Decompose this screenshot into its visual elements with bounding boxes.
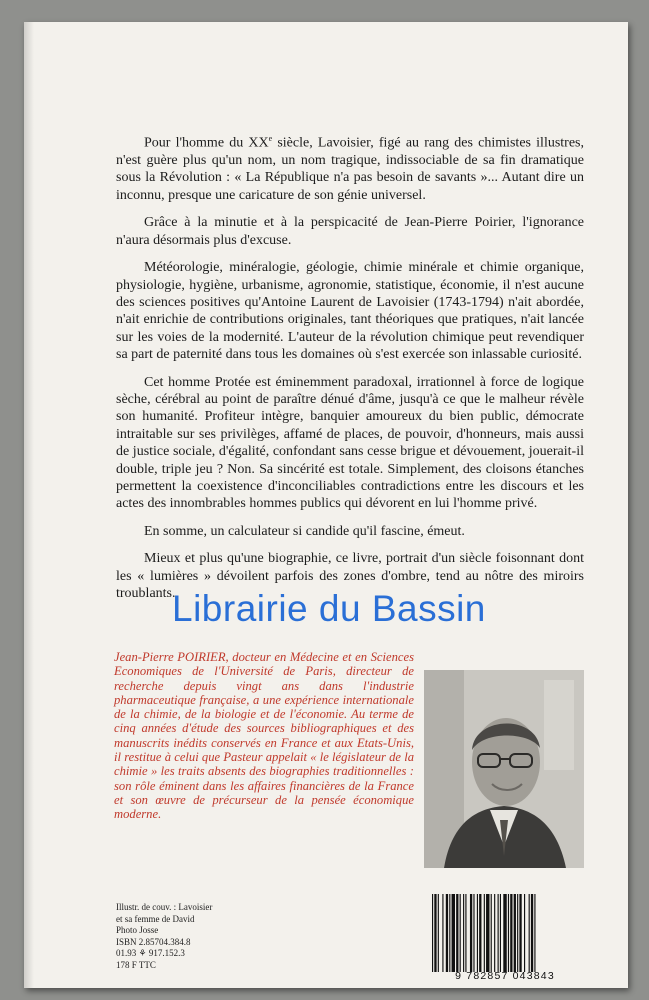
blurb-paragraph-4: Cet homme Protée est éminemment paradoxal, irrationnel à force de logique sèche, cérébral au point de paraître dénué d'âme, jusqu'à ce que le malheur révèle son humanité. Profiteur intègre, banquier amoureux du bien public, démocrate intraitable sur ses privilèges, affamé de places, de pouvoir, d'honneurs, mais aussi de justice sociale, d'égalité, confondant sans cesse brigue et dévouement, jouerait-il double, triple jeu ? Non. Sa sincérité est totale. Simplement, des cloisons étanches permettent la coexistence d'inconciliables contradictions entre les discours et les actes des innombrables hommes publics qui dévorent en lui l'homme privé.: [116, 374, 584, 512]
blurb-paragraph-1: Pour l'homme du XXe siècle, Lavoisier, figé au rang des chimistes illustres, n'est guère plus qu'un nom, un nom tragique, indissociable de sa fin dramatique sous la Révolution : « La République n'a pas besoin de savants »... Autant dire un inconnu, presque une caricature de son génie universel.: [116, 134, 584, 203]
author-photo: [424, 670, 584, 868]
spine-shadow: [24, 22, 34, 988]
blurb-paragraph-3: Météorologie, minéralogie, géologie, chimie minérale et chimie organique, physiologie, hygiène, urbanisme, agronomie, statistique, économie, il n'est aucune des sciences positives qu'Antoine Laurent de Lavoisier (1743-1794) n'ait abordée, n'ait enrichie de contributions originales, tant théoriques que pratiques, n'ait lancée sur les voies de la modernité. L'auteur de la révolution chimique peut revendiquer sa part de paternité dans tous les domaines où s'est exercée son inlassable curiosité.: [116, 260, 584, 363]
cover-credits: [116, 902, 316, 972]
book-back-cover: [24, 22, 628, 988]
blurb-paragraph-2: Grâce à la minutie et à la perspicacité de Jean-Pierre Poirier, l'ignorance n'aura désormais plus d'excuse.: [116, 215, 584, 248]
blurb-paragraph-5: En somme, un calculateur si candide qu'il fascine, émeut.: [144, 523, 465, 539]
price-text: 178 F TTC: [116, 959, 156, 970]
author-bio-text: Jean-Pierre POIRIER, docteur en Médecine et en Sciences Economiques de l'Université de Paris, directeur de recherche depuis vingt ans dans l'industrie pharmaceutique française, a une expérience internationale de la chimie, de la biologie et de l'économie. Au terme de cinq années d'étude des sources bibliographiques et des manuscrits inédits conservés en France et aux Etats-Unis, il restitue à celui que Pasteur appelait « le législateur de la chimie » les traits absents des biographies traditionnelles : son rôle éminent dans les affaires financières de la France et son œuvre de précurseur de la pensée économique moderne.: [114, 650, 414, 822]
barcode-icon: [430, 894, 580, 972]
blurb-paragraph-6: Mieux et plus qu'une biographie, ce livre, portrait d'un siècle foisonnant dont les « lumières » dévoilent parfois des zones d'ombre, tend au nôtre des miroirs troublants.: [116, 551, 584, 601]
author-bio: [114, 650, 414, 822]
barcode-number: 9 782857 043843: [455, 970, 555, 982]
blurb-text: [116, 130, 584, 612]
author-portrait-icon: [424, 670, 584, 868]
isbn-text: ISBN 2.85704.384.8: [116, 936, 191, 947]
credits-line-3: Photo Josse: [116, 925, 159, 936]
bookshop-watermark: Librairie du Bassin: [172, 588, 486, 629]
credits-line-2: et sa femme de David: [116, 913, 195, 924]
catalog-code: 01.93 ⚘ 917.152.3: [116, 948, 185, 959]
credits-line-1: Illustr. de couv. : Lavoisier: [116, 902, 213, 912]
